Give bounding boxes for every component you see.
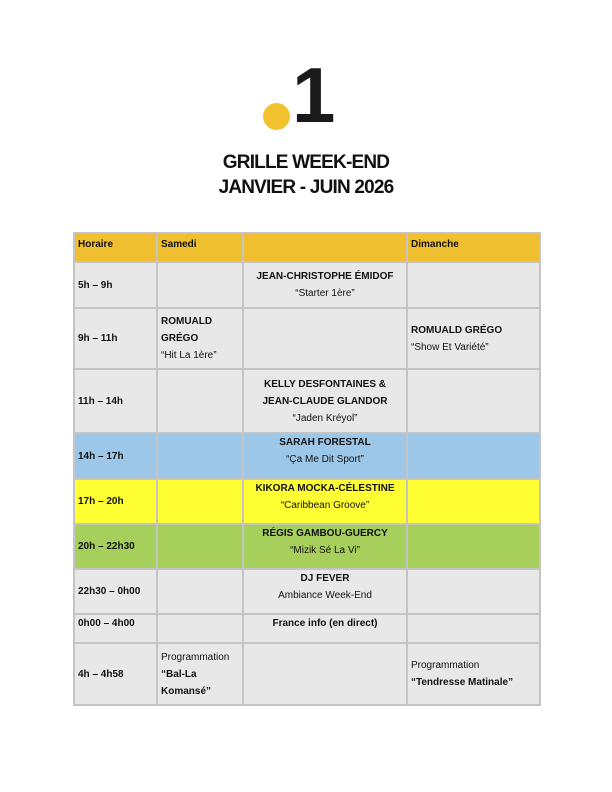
host-name: ROMUALD GRÉGO: [411, 324, 503, 336]
time-cell: 22h30 – 0h00: [74, 569, 157, 614]
shared-cell: [243, 569, 407, 614]
dimanche-cell: [407, 262, 540, 308]
shared-cell: [243, 308, 407, 369]
samedi-cell: [157, 262, 243, 308]
table-row: [74, 433, 540, 479]
table-row: [74, 569, 540, 614]
dimanche-cell: [407, 524, 540, 569]
logo-dot-icon: [263, 103, 290, 130]
dimanche-cell: [407, 569, 540, 614]
show-title: “Ça Me Dit Sport”: [286, 454, 364, 465]
shared-cell: [243, 524, 407, 569]
program-label: Programmation: [411, 660, 480, 671]
table-row: [74, 308, 540, 369]
show-title: “Jaden Kréyol”: [292, 412, 358, 424]
dimanche-cell: [407, 308, 540, 369]
shared-cell: [243, 433, 407, 479]
samedi-cell: [157, 308, 243, 369]
shared-cell: [243, 262, 407, 308]
show-title: “Show Et Variété”: [411, 341, 489, 353]
host-name: ROMUALD: [161, 316, 213, 327]
samedi-cell: [157, 369, 243, 433]
time-cell: 9h – 11h: [74, 308, 157, 369]
show-title: “Mizik Sé La Vi”: [290, 545, 360, 556]
show-title: Komansé”: [161, 685, 212, 697]
time-cell: 0h00 – 4h00: [74, 614, 157, 643]
show-title: Ambiance Week-End: [278, 590, 372, 601]
logo-numeral: 1: [292, 51, 334, 139]
schedule-table: [73, 232, 541, 706]
table-row: [74, 262, 540, 308]
time-cell: 20h – 22h30: [74, 524, 157, 569]
show-title: “Tendresse Matinale”: [411, 677, 514, 688]
la1ere-logo: [262, 51, 334, 139]
shared-cell: [243, 369, 407, 433]
header-horaire: Horaire: [74, 233, 157, 262]
time-cell: 11h – 14h: [74, 369, 157, 433]
time-cell: 17h – 20h: [74, 479, 157, 524]
host-name: JEAN-CLAUDE GLANDOR: [262, 395, 388, 407]
header-samedi: Samedi: [157, 233, 243, 262]
time-cell: 14h – 17h: [74, 433, 157, 479]
dimanche-cell: [407, 643, 540, 705]
header-dimanche: Dimanche: [407, 233, 540, 262]
table-row: [74, 369, 540, 433]
table-row: [74, 614, 540, 643]
time-cell: 4h – 4h58: [74, 643, 157, 705]
dimanche-cell: [407, 479, 540, 524]
shared-cell: [243, 643, 407, 705]
show-title: “Bal-La: [161, 668, 197, 680]
table-row: [74, 524, 540, 569]
host-name: RÉGIS GAMBOU-GUERCY: [262, 528, 388, 539]
show-title: “Hit La 1ère”: [161, 350, 217, 361]
table-row: [74, 479, 540, 524]
time-cell: 5h – 9h: [74, 262, 157, 308]
samedi-cell: [157, 479, 243, 524]
host-name: SARAH FORESTAL: [279, 437, 371, 448]
samedi-cell: [157, 524, 243, 569]
samedi-cell: [157, 433, 243, 479]
table-row: [74, 643, 540, 705]
header-middle: [243, 233, 407, 262]
samedi-cell: [157, 614, 243, 643]
dimanche-cell: [407, 614, 540, 643]
samedi-cell: [157, 643, 243, 705]
host-name: GRÉGO: [161, 333, 199, 344]
program-label: Programmation: [161, 651, 230, 663]
shared-cell: [243, 614, 407, 643]
host-name: JEAN-CHRISTOPHE ÉMIDOF: [256, 271, 394, 282]
dimanche-cell: [407, 369, 540, 433]
show-title: “Caribbean Groove”: [280, 500, 370, 511]
table-header-row: [74, 233, 540, 262]
host-name: DJ FEVER: [300, 573, 350, 584]
show-title: “Starter 1ère”: [295, 288, 355, 299]
page-title: GRILLE WEEK-END: [222, 152, 390, 173]
host-name: France info (en direct): [272, 618, 378, 629]
shared-cell: [243, 479, 407, 524]
host-name: KIKORA MOCKA-CÉLESTINE: [255, 483, 395, 494]
host-name: KELLY DESFONTAINES &: [263, 378, 387, 390]
page-subtitle: JANVIER - JUIN 2026: [218, 177, 394, 198]
dimanche-cell: [407, 433, 540, 479]
samedi-cell: [157, 569, 243, 614]
